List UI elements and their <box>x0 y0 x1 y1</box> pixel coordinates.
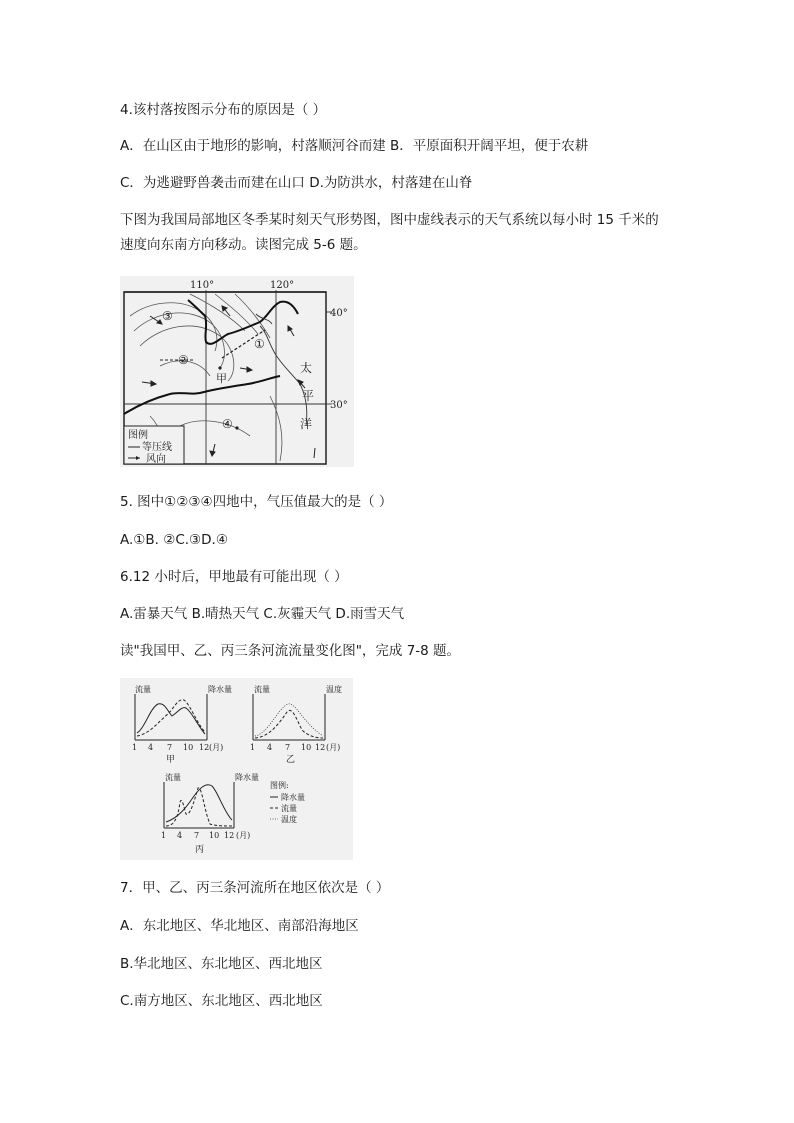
q4-option-cd: C．为逃避野兽袭击而建在山口 D.为防洪水，村落建在山脊 <box>120 175 473 191</box>
map-legend-isobar: 等压线 <box>142 442 172 453</box>
q7-option-c: C.南方地区、东北地区、西北地区 <box>120 993 323 1009</box>
chart-jia-xtick-4: 4 <box>148 743 154 752</box>
chart-jia-xtick-10: 10 <box>183 743 194 752</box>
point-jia-marker <box>218 366 221 369</box>
chart-bing-xtick-1: 1 <box>161 831 167 840</box>
chart-bing <box>161 772 259 855</box>
chart-bing-name: 丙 <box>195 845 205 855</box>
chart-yi-xtick-10: 10 <box>301 743 312 752</box>
chart-jia-xtick-7: 7 <box>167 743 173 752</box>
lat-label-40: 40° <box>330 308 348 319</box>
chart-bing-left-axis: 流量 <box>165 773 181 782</box>
chart-jia-xunit: (月) <box>209 743 224 752</box>
q5-stem: 5. 图中①②③④四地中，气压值最大的是（ ） <box>120 494 393 510</box>
intro-5-6-line1: 下图为我国局部地区冬季某时刻天气形势图，图中虚线表示的天气系统以每小时 15 千米的 <box>120 212 659 228</box>
chart-bing-xtick-12: 12 <box>224 831 235 840</box>
q7-stem: 7．甲、乙、丙三条河流所在地区依次是（ ） <box>120 880 390 896</box>
chart-bing-xunit: (月) <box>236 831 251 840</box>
chart-bing-right-axis: 降水量 <box>235 773 259 782</box>
river-legend <box>270 780 305 824</box>
q4-stem: 4.该村落按图示分布的原因是（ ） <box>120 102 327 118</box>
chart-bing-xtick-4: 4 <box>177 831 183 840</box>
lon-label-120: 120° <box>270 280 295 291</box>
point-3: ③ <box>162 309 173 323</box>
map-legend-title: 图例 <box>128 430 148 441</box>
chart-yi-xtick-12: 12 <box>315 743 326 752</box>
chart-jia-xtick-12: 12 <box>199 743 210 752</box>
intro-7-8: 读"我国甲、乙、丙三条河流流量变化图"，完成 7-8 题。 <box>120 643 461 659</box>
weather-map-figure <box>120 276 354 467</box>
river-flow-figure <box>120 678 353 860</box>
river-legend-precip: 降水量 <box>281 793 305 802</box>
intro-5-6-line2: 速度向东南方向移动。读图完成 5-6 题。 <box>120 237 367 253</box>
chart-yi-right-axis: 温度 <box>326 685 342 694</box>
q4-option-ab: A．在山区由于地形的影响，村落顺河谷而建 B．平原面积开阔平坦，便于农耕 <box>120 138 589 154</box>
lon-label-110: 110° <box>190 280 215 291</box>
map-legend-wind: 风向 <box>146 454 166 465</box>
q7-option-b: B.华北地区、东北地区、西北地区 <box>120 956 323 972</box>
river-legend-title: 图例: <box>270 781 289 790</box>
chart-yi <box>250 684 342 765</box>
chart-yi-xtick-4: 4 <box>267 743 273 752</box>
river-legend-flow: 流量 <box>281 804 297 813</box>
chart-bing-xtick-10: 10 <box>209 831 220 840</box>
chart-jia-xtick-1: 1 <box>132 743 138 752</box>
lat-label-30: 30° <box>330 400 348 411</box>
chart-jia-name: 甲 <box>166 755 176 765</box>
chart-bing-xtick-7: 7 <box>194 831 200 840</box>
chart-jia <box>132 684 232 765</box>
q6-stem: 6.12 小时后，甲地最有可能出现（ ） <box>120 569 348 585</box>
point-2: ② <box>178 353 189 367</box>
ocean-char-1: 太 <box>300 361 313 375</box>
point-jia: 甲 <box>216 372 227 385</box>
ocean-char-2: 平 <box>302 389 315 403</box>
chart-yi-xtick-1: 1 <box>250 743 256 752</box>
point-4-marker <box>235 426 238 429</box>
q7-option-a: A．东北地区、华北地区、南部沿海地区 <box>120 918 359 934</box>
chart-jia-right-axis: 降水量 <box>208 685 232 694</box>
chart-yi-name: 乙 <box>286 755 296 765</box>
q6-options: A.雷暴天气 B.晴热天气 C.灰霾天气 D.雨雪天气 <box>120 606 405 622</box>
chart-jia-left-axis: 流量 <box>135 685 151 694</box>
point-1: ① <box>254 337 265 351</box>
river-legend-temp: 温度 <box>281 815 297 824</box>
chart-yi-xunit: (月) <box>326 743 341 752</box>
point-4: ④ <box>222 417 233 431</box>
chart-yi-left-axis: 流量 <box>254 685 270 694</box>
ocean-char-3: 洋 <box>300 417 313 431</box>
q5-options: A.①B. ②C.③D.④ <box>120 532 228 548</box>
chart-yi-xtick-7: 7 <box>285 743 291 752</box>
